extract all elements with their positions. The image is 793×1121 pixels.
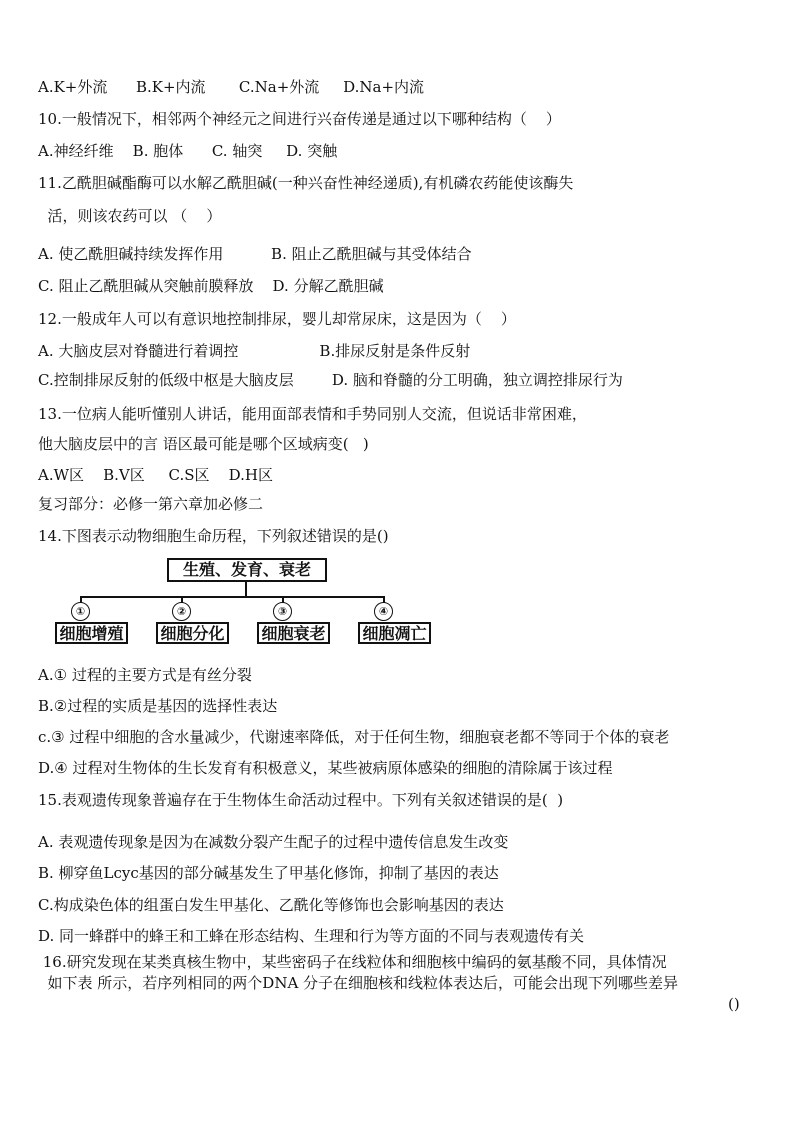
q14-option-a: A.① 过程的主要方式是有丝分裂 xyxy=(38,666,252,684)
q12-options-ab: A. 大脑皮层对脊髓进行着调控 B.排尿反射是条件反射 xyxy=(38,342,471,360)
diagram-node-3-number: ③ xyxy=(273,602,292,621)
diagram-node-4-number: ④ xyxy=(374,602,393,621)
review-section-heading: 复习部分：必修一第六章加必修二 xyxy=(38,495,264,513)
q11-stem-line1: 11.乙酰胆碱酯酶可以水解乙酰胆碱(一种兴奋性神经递质),有机磷农药能使该酶失 xyxy=(38,174,574,192)
diagram-node-proliferation: 细胞增殖 xyxy=(55,622,128,644)
q15-option-a: A. 表观遗传现象是因为在减数分裂产生配子的过程中遗传信息发生改变 xyxy=(38,833,509,851)
q16-stem-line2: 如下表 所示，若序列相同的两个DNA 分子在细胞核和线粒体表达后，可能会出现下列哪些差异 xyxy=(38,974,679,992)
q11-options-cd: C. 阻止乙酰胆碱从突触前膜释放 D. 分解乙酰胆碱 xyxy=(38,277,384,295)
diagram-node-senescence: 细胞衰老 xyxy=(257,622,330,644)
q14-option-c: c.③ 过程中细胞的含水量减少，代谢速率降低，对于任何生物，细胞衰老都不等同于个体的衰老 xyxy=(38,728,670,746)
diagram-connector-vertical xyxy=(245,582,247,596)
q16-answer-paren: () xyxy=(728,995,740,1013)
diagram-top-box: 生殖、发育、衰老 xyxy=(167,558,327,582)
q16-stem-line1: 16.研究发现在某类真核生物中，某些密码子在线粒体和细胞核中编码的氨基酸不同，具体情况 xyxy=(38,953,667,971)
q14-option-d: D.④ 过程对生物体的生长发育有积极意义，某些被病原体感染的细胞的清除属于该过程 xyxy=(38,759,613,777)
q15-option-c: C.构成染色体的组蛋白发生甲基化、乙酰化等修饰也会影响基因的表达 xyxy=(38,896,504,914)
q10-stem: 10.一般情况下，相邻两个神经元之间进行兴奋传递是通过以下哪种结构（ ） xyxy=(38,110,561,128)
q13-stem-line1: 13.一位病人能听懂别人讲话，能用面部表情和手势同别人交流，但说话非常困难， xyxy=(38,405,587,423)
q14-option-b: B.②过程的实质是基因的选择性表达 xyxy=(38,697,278,715)
q15-option-d: D. 同一蜂群中的蜂王和工蜂在形态结构、生理和行为等方面的不同与表观遗传有关 xyxy=(38,927,585,945)
q15-stem: 15.表观遗传现象普遍存在于生物体生命活动过程中。下列有关叙述错误的是( ) xyxy=(38,791,564,809)
diagram-node-differentiation: 细胞分化 xyxy=(156,622,229,644)
q11-stem-line2: 活，则该农药可以 （ ） xyxy=(38,207,222,225)
q13-stem-line2: 他大脑皮层中的言 语区最可能是哪个区域病变( ) xyxy=(38,435,369,453)
q13-options: A.W区 B.V区 C.S区 D.H区 xyxy=(38,466,273,484)
q11-options-ab: A. 使乙酰胆碱持续发挥作用 B. 阻止乙酰胆碱与其受体结合 xyxy=(38,245,472,263)
q12-stem: 12.一般成年人可以有意识地控制排尿，婴儿却常尿床，这是因为（ ） xyxy=(38,310,516,328)
diagram-node-2-number: ② xyxy=(172,602,191,621)
diagram-node-apoptosis: 细胞凋亡 xyxy=(358,622,431,644)
q14-stem: 14.下图表示动物细胞生命历程，下列叙述错误的是() xyxy=(38,527,389,545)
cell-life-history-diagram xyxy=(52,550,438,648)
q9-options: A.K+外流 B.K+内流 C.Na+外流 D.Na+内流 xyxy=(38,78,425,96)
q12-options-cd: C.控制排尿反射的低级中枢是大脑皮层 D. 脑和脊髓的分工明确，独立调控排尿行为 xyxy=(38,371,623,389)
diagram-node-1-number: ① xyxy=(71,602,90,621)
q15-option-b: B. 柳穿鱼Lcyc基因的部分碱基发生了甲基化修饰，抑制了基因的表达 xyxy=(38,864,499,882)
diagram-connector-horizontal xyxy=(80,596,384,598)
q10-options: A.神经纤维 B. 胞体 C. 轴突 D. 突触 xyxy=(38,142,338,160)
